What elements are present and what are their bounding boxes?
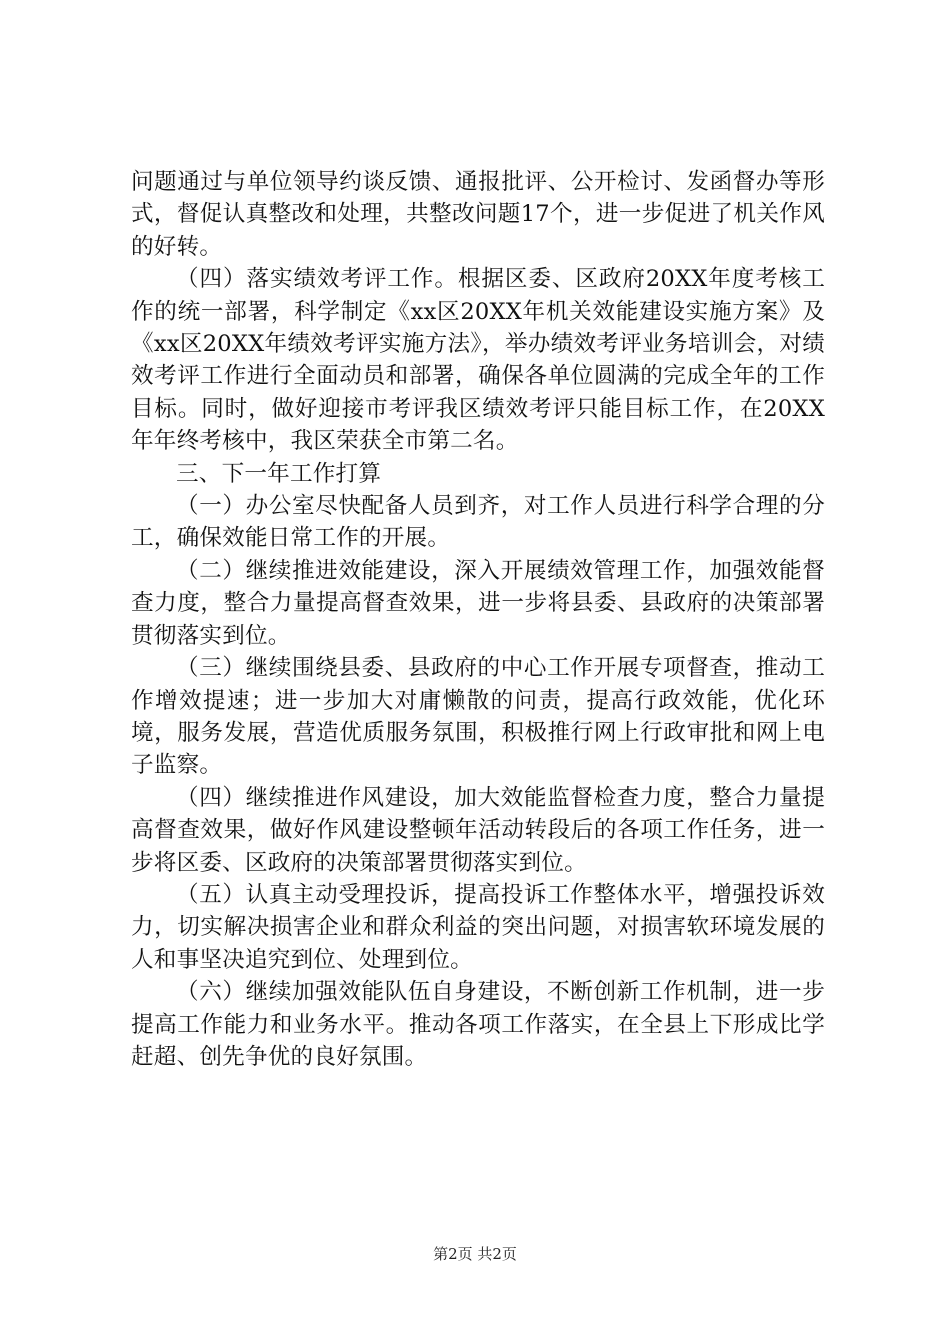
document-body (131, 166, 825, 1073)
paragraph-performance-evaluation: （四）落实绩效考评工作。根据区委、区政府20XX年度考核工作的统一部署，科学制定《xx区20XX年机关效能建设实施方案》及《xx区20XX年绩效考评实施方法》，举办绩效考评业务培训会，对绩效考评工作进行全面动员和部署，确保各单位圆满的完成全年的工作目标。同时，做好迎接市考评我区绩效考评只能目标工作，在20XX年年终考核中，我区荣获全市第二名。 (131, 266, 826, 455)
paragraph-continuation: 问题通过与单位领导约谈反馈、通报批评、公开检讨、发函督办等形式，督促认真整改和处理，共整改问题17个，进一步促进了机关作风的好转。 (131, 169, 825, 260)
paragraph-plan-item-5: （五）认真主动受理投诉，提高投诉工作整体水平，增强投诉效力，切实解决损害企业和群众利益的突出问题，对损害软环境发展的人和事坚决追究到位、处理到位。 (131, 881, 825, 973)
paragraph-plan-item-1: （一）办公室尽快配备人员到齐，对工作人员进行科学合理的分工，确保效能日常工作的开展。 (131, 493, 825, 552)
section-heading-next-year-plan: 三、下一年工作打算 (176, 460, 382, 487)
paragraph-plan-item-3: （三）继续围绕县委、县政府的中心工作开展专项督查，推动工作增效提速；进一步加大对庸懒散的问责，提高行政效能，优化环境，服务发展，营造优质服务氛围，积极推行网上行政审批和网上电子监察。 (131, 655, 825, 779)
page-number-footer: 第2页 共2页 (433, 1245, 517, 1263)
paragraph-plan-item-4: （四）继续推进作风建设，加大效能监督检查力度，整合力量提高督查效果，做好作风建设整顿年活动转段后的各项工作任务，进一步将区委、区政府的决策部署贯彻落实到位。 (131, 784, 825, 876)
paragraph-plan-item-2: （二）继续推进效能建设，深入开展绩效管理工作，加强效能督查力度，整合力量提高督查效果，进一步将县委、县政府的决策部署贯彻落实到位。 (131, 557, 825, 649)
paragraph-plan-item-6: （六）继续加强效能队伍自身建设，不断创新工作机制，进一步提高工作能力和业务水平。推动各项工作落实，在全县上下形成比学赶超、创先争优的良好氛围。 (131, 979, 825, 1070)
